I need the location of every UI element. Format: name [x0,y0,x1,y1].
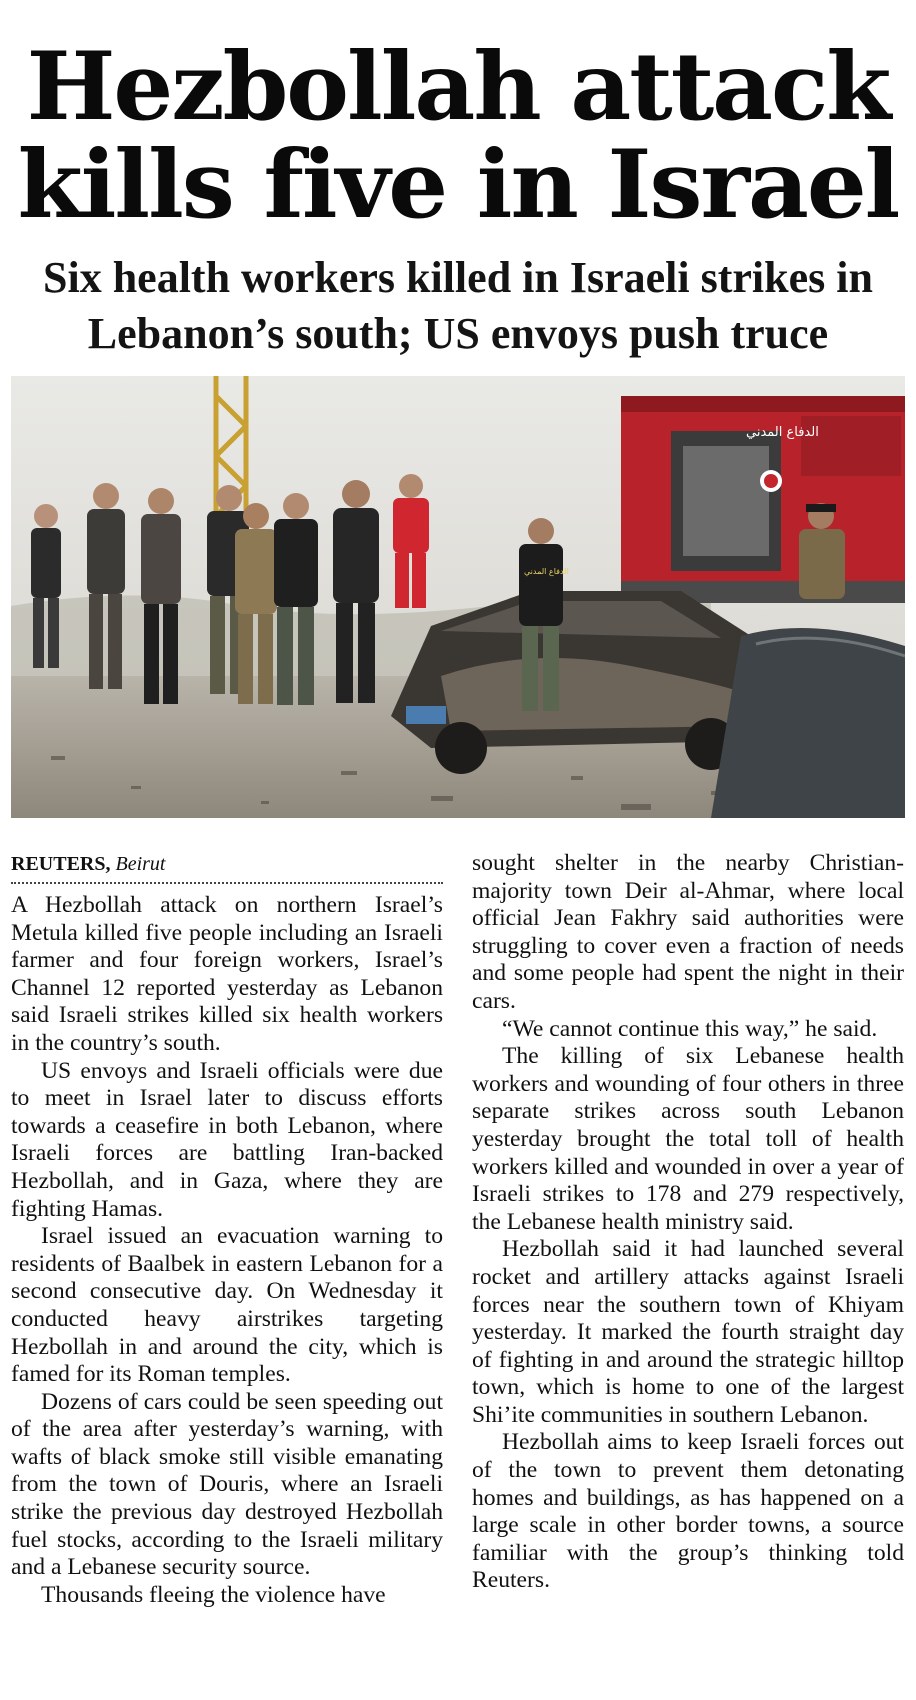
byline-dateline: Beirut [115,853,166,875]
article-paragraph: US envoys and Israeli officials were due to meet in Israel later to discuss efforts towards a ceasefire in both Lebanon, where Israeli forces are battling Iran-backed Hezbollah, and in Gaza, where they are fighting Hamas. [11,1057,443,1222]
article-paragraph: Hezbollah said it had launched several rocket and artillery attacks against Israeli forces near the southern town of Khiyam yesterday. It marked the fourth straight day of fighting in and around the strategic hilltop town, which is home to one of the largest Shi’ite communities in southern Lebanon. [472,1236,904,1428]
article-paragraph: Thousands fleeing the violence have [41,1581,386,1608]
headline-line-1: Hezbollah attack [26,32,890,142]
headline-line-2: kills five in Israel [17,130,899,240]
news-photo [11,376,905,818]
byline-agency: REUTERS, [11,853,111,875]
article-paragraph: Dozens of cars could be seen speeding out of the area after yesterday’s warning, with wafts of black smoke still visible emanating from the town of Douris, where an Israeli strike the previous day destroyed Hezbollah fuel stocks, according to the Israeli military and a Lebanese security source. [11,1388,443,1581]
news-photo-illustration [11,376,905,818]
article-paragraph: Hezbollah aims to keep Israeli forces out of the town to prevent them detonating homes and buildings, as has happened on a large scale in other border towns, a source familiar with the group’s thinking told Reuters. [472,1429,904,1594]
headline [0,32,916,240]
article-column-right [472,850,904,1595]
article-paragraph: The killing of six Lebanese health workers and wounding of four others in three separate strikes across south Lebanon yesterday brought the total toll of health workers killed and wounded in over a year of Israeli strikes to 178 and 279 respectively, the Lebanese health ministry said. [472,1043,904,1235]
subheadline [0,250,916,362]
fire-truck [621,396,905,603]
article-paragraph: Israel issued an evacuation warning to residents of Baalbek in eastern Lebanon for a second consecutive day. On Wednesday it conducted heavy airstrikes targeting Hezbollah in and around the city, which is famed for its Roman temples. [11,1223,443,1388]
subheadline-line-1: Six health workers killed in Israeli strikes in [43,253,873,302]
article-paragraph: “We cannot continue this way,” he said. [502,1015,878,1042]
fire-truck-text: الدفاع المدني [746,425,819,440]
byline [11,850,443,884]
article-column-left [11,850,443,1609]
subheadline-line-2: Lebanon’s south; US envoys push truce [87,309,829,358]
article-paragraph-continuation: sought shelter in the nearby Christian-majority town Deir al-Ahmar, where local official Jean Fakhry said authorities were struggling to cover even a fraction of needs and some people had spent the night in their cars. [472,850,904,1014]
article-paragraph: A Hezbollah attack on northern Israel’s Metula killed five people including an Israeli farmer and four foreign workers, Israel’s Channel 12 reported yesterday as Lebanon said Israeli strikes killed six health workers in the country’s south. [11,892,443,1056]
shirt-text: الدفاع المدني [524,567,569,576]
